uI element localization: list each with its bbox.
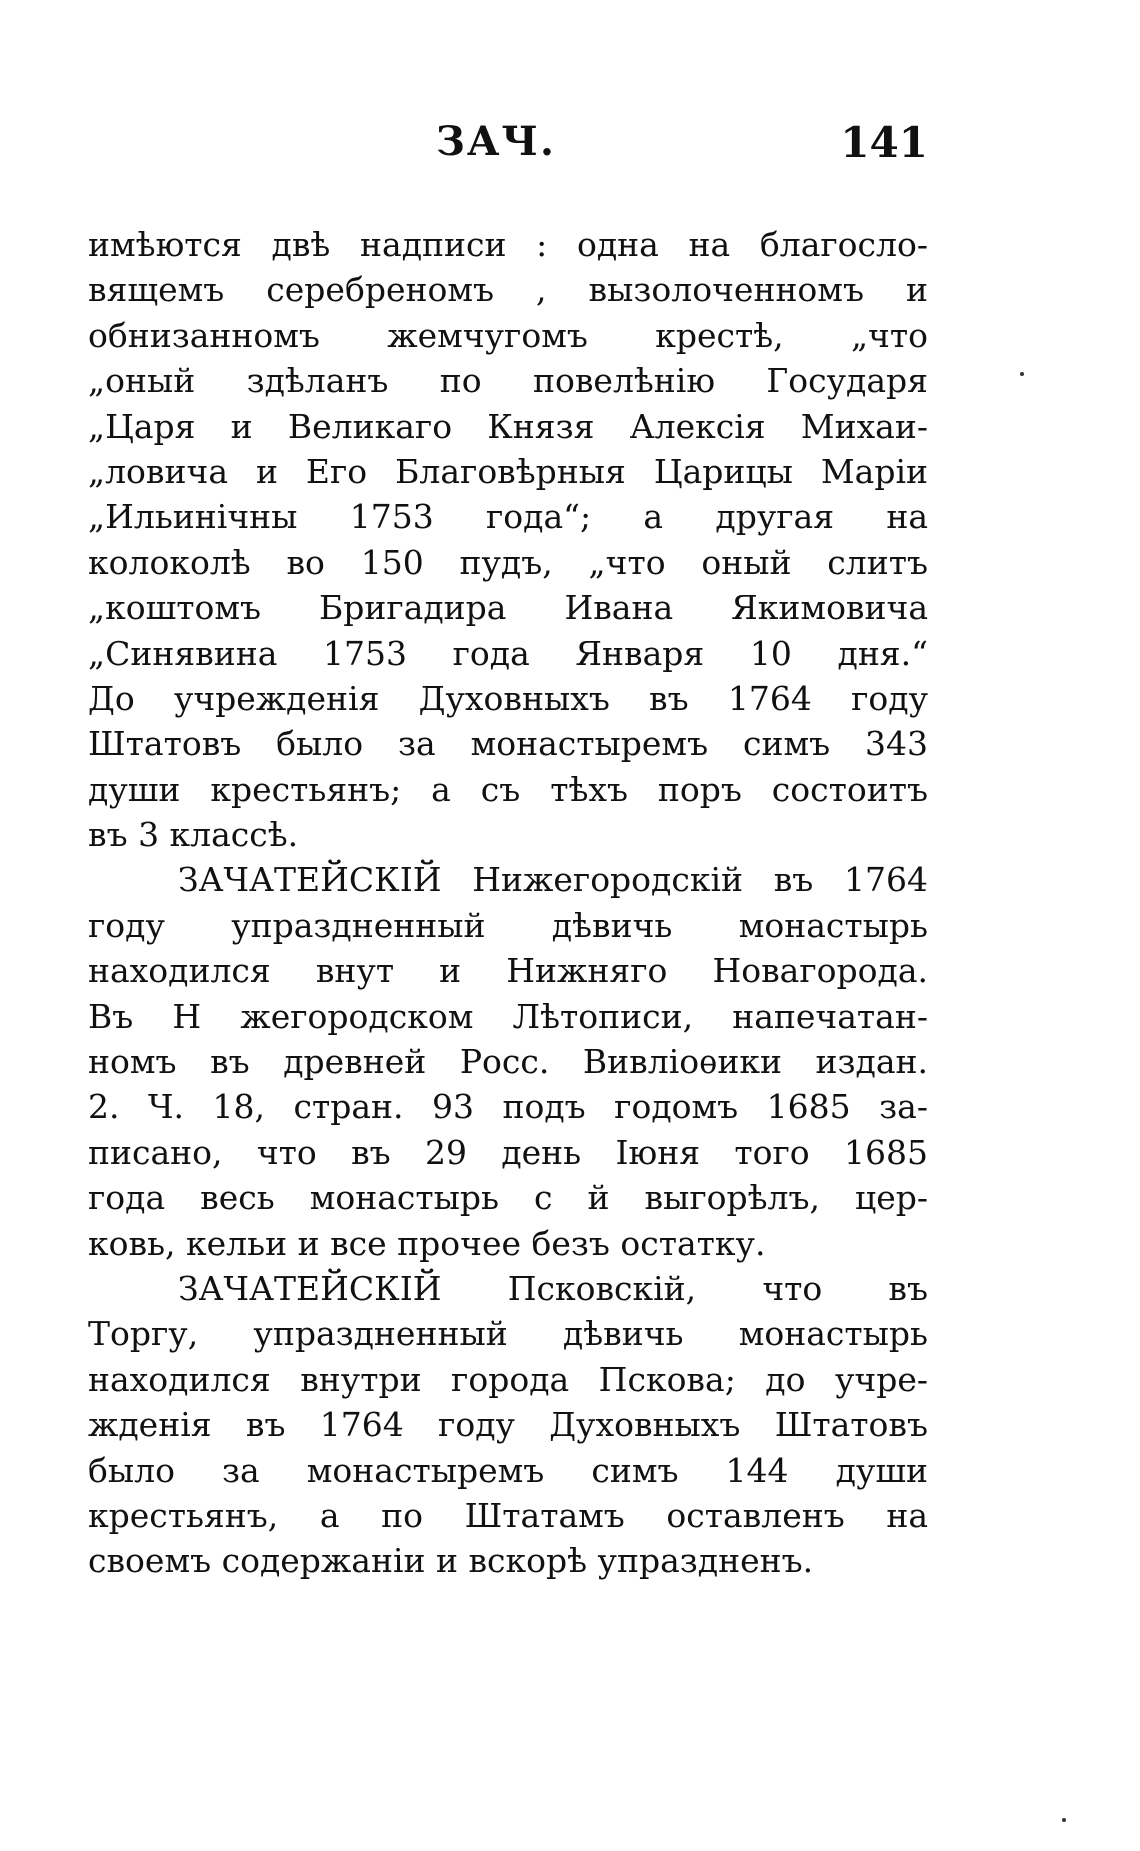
paragraph-pskov-entry <box>88 1266 928 1584</box>
text-line: „Синявина 1753 года Января 10 дня.“ <box>88 633 928 673</box>
text-line: До учрежденія Духовныхъ въ 1764 году <box>88 678 928 718</box>
paragraph-nizhny-novgorod-entry <box>88 857 928 1266</box>
text-line: Торгу, упраздненный дѣвичь монастырь <box>88 1314 928 1354</box>
ink-speck <box>1020 372 1024 376</box>
text-line: года весь монастырь с й выгорѣлъ, цер- <box>88 1178 928 1218</box>
running-head: ЗАЧ. <box>436 118 556 165</box>
paragraph-monastery-continuation <box>88 222 928 857</box>
page-header <box>88 118 928 188</box>
text-line: своемъ содержаніи и вскорѣ упраздненъ. <box>88 1541 814 1581</box>
text-line: Въ Н жегородском Лѣтописи, напечатан- <box>88 996 928 1036</box>
text-line: „коштомъ Бригадира Ивана Якимовича <box>88 588 928 628</box>
entry-heading-line: ЗАЧАТЕЙСКІЙ Псковскій, что въ <box>178 1268 928 1308</box>
text-line: крестьянъ, а по Штатамъ оставленъ на <box>88 1495 928 1535</box>
text-line: находился внутри города Пскова; до учре- <box>88 1359 928 1399</box>
text-line: „Царя и Великаго Князя Алексія Михаи- <box>88 406 928 446</box>
text-line: жденія въ 1764 году Духовныхъ Штатовъ <box>88 1405 928 1445</box>
text-line: въ 3 классѣ. <box>88 815 299 855</box>
text-line: имѣются двѣ надписи : одна на благосло- <box>88 225 928 264</box>
text-line: 2. Ч. 18, стран. 93 подъ годомъ 1685 за- <box>88 1087 928 1127</box>
text-line: колоколѣ во 150 пудъ, „что оный слитъ <box>88 542 928 582</box>
text-line: ковь, кельи и все прочее безъ остатку. <box>88 1223 766 1263</box>
text-line: году упраздненный дѣвичь монастырь <box>88 905 928 945</box>
text-line: „оный здѣланъ по повелѣнію Государя <box>88 361 928 401</box>
text-line: находился внут и Нижняго Новагорода. <box>88 951 928 991</box>
page-number: 141 <box>840 118 928 167</box>
text-line: „ловича и Его Благовѣрныя Царицы Маріи <box>88 451 928 491</box>
text-line: души крестьянъ; а съ тѣхъ поръ состоитъ <box>88 769 928 809</box>
text-line: „Ильинічны 1753 года“; а другая на <box>88 497 928 537</box>
text-line: Штатовъ было за монастыремъ симъ 343 <box>88 724 928 764</box>
text-line: вящемъ серебреномъ , вызолоченномъ и <box>88 270 928 310</box>
text-line: писано, что въ 29 день Іюня того 1685 <box>88 1132 928 1172</box>
ink-speck <box>1062 1818 1066 1822</box>
body-text <box>88 222 928 1584</box>
text-line: обнизанномъ жемчугомъ крестѣ, „что <box>88 315 928 355</box>
text-line: было за монастыремъ симъ 144 души <box>88 1450 928 1490</box>
text-line: номъ въ древней Росс. Вивліоѳики издан. <box>88 1042 928 1082</box>
entry-heading-line: ЗАЧАТЕЙСКІЙ Нижегородскій въ 1764 <box>178 860 928 900</box>
